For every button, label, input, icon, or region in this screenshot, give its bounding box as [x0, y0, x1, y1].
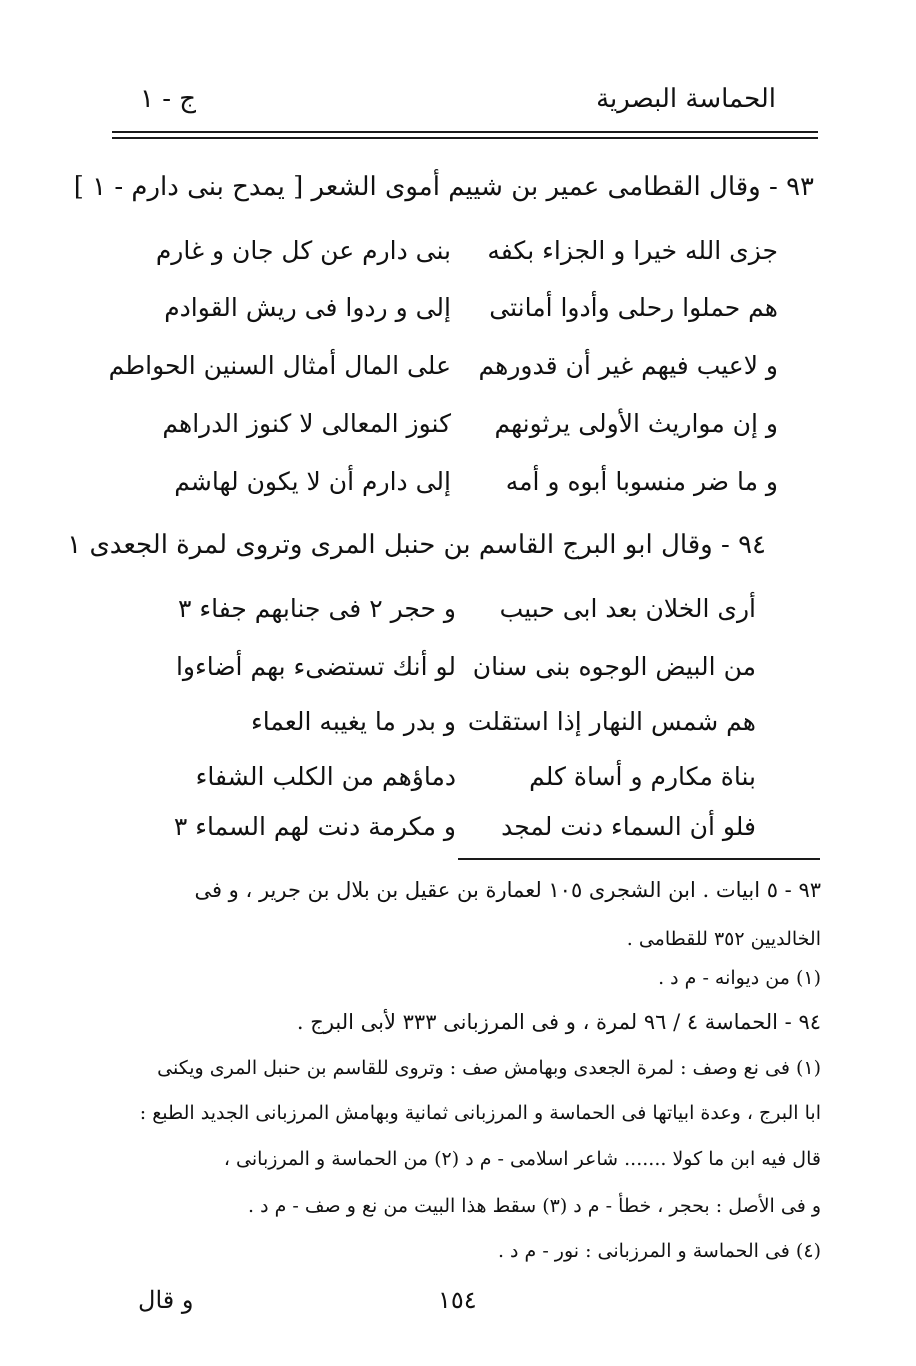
verse-second-hemistich: و حجر ٢ فى جنابهم جفاء ٣	[177, 594, 456, 623]
poem-94-title: ٩٤ - وقال ابو البرج القاسم بن حنبل المرى وتروى لمرة الجعدى ١	[67, 530, 766, 560]
volume-number: ج - ١	[140, 84, 197, 114]
verse-first-hemistich: هم حملوا رحلى وأدوا أمانتى	[489, 293, 778, 322]
footnote-line: (١) فى نع وصف : لمرة الجعدى وبهامش صف : وتروى للقاسم بن حنبل المرى ويكنى	[157, 1057, 821, 1079]
footnote-line: ابا البرج ، وعدة ابياتها فى الحماسة و المرزبانى ثمانية وبهامش المرزبانى الجديد الطبع :	[139, 1102, 821, 1124]
footnote-line: (١) من ديوانه - م د .	[658, 967, 821, 989]
footnote-line: الخالديين ٣٥٢ للقطامى .	[626, 928, 821, 950]
verse-second-hemistich: دماؤهم من الكلب الشفاء	[195, 762, 456, 791]
footnote-line: و فى الأصل : بحجر ، خطأ - م د (٣) سقط هذا البيت من نع و صف - م د .	[248, 1195, 821, 1217]
footnote-line: ٩٣ - ٥ ابيات . ابن الشجرى ١٠٥ لعمارة بن عقيل بن بلال بن جرير ، و فى	[194, 878, 821, 902]
verse-first-hemistich: جزى الله خيرا و الجزاء بكفه	[487, 236, 778, 265]
verse-second-hemistich: و مكرمة دنت لهم السماء ٣	[173, 812, 456, 841]
footnote-line: (٤) فى الحماسة و المرزبانى : نور - م د .	[497, 1240, 821, 1262]
verse-first-hemistich: أرى الخلان بعد ابى حبيب	[499, 594, 756, 623]
verse-second-hemistich: كنوز المعالى لا كنوز الدراهم	[162, 409, 451, 438]
verse-first-hemistich: فلو أن السماء دنت لمجد	[501, 812, 756, 841]
verse-second-hemistich: بنى دارم عن كل جان و غارم	[155, 236, 451, 265]
verse-first-hemistich: بناة مكارم و أساة كلم	[529, 762, 756, 791]
page-number: ١٥٤	[438, 1286, 477, 1314]
verse-second-hemistich: على المال أمثال السنين الحواطم	[108, 351, 451, 380]
verse-second-hemistich: لو أنك تستضىء بهم أضاءوا	[175, 652, 456, 681]
header-rule-top	[112, 131, 818, 133]
verse-second-hemistich: إلى دارم أن لا يكون لهاشم	[174, 467, 451, 496]
footnote-line: قال فيه ابن ما كولا ....... شاعر اسلامى - م د (٢) من الحماسة و المرزبانى ،	[223, 1148, 821, 1170]
catchword: و قال	[138, 1286, 194, 1314]
verse-first-hemistich: من البيض الوجوه بنى سنان	[472, 652, 756, 681]
verse-second-hemistich: و بدر ما يغيبه العماء	[251, 707, 456, 736]
header-rule-bottom	[112, 137, 818, 139]
verse-first-hemistich: و إن مواريث الأولى يرثونهم	[494, 409, 778, 438]
running-title: الحماسة البصرية	[596, 84, 776, 114]
footnote-line: ٩٤ - الحماسة ٤ / ٩٦ لمرة ، و فى المرزبانى ٣٣٣ لأبى البرج .	[296, 1010, 821, 1034]
footnote-separator	[458, 858, 820, 860]
verse-second-hemistich: إلى و ردوا فى ريش القوادم	[164, 293, 451, 322]
verse-first-hemistich: و لاعيب فيهم غير أن قدورهم	[478, 351, 778, 380]
poem-93-title: ٩٣ - وقال القطامى عمير بن شييم أموى الشعر [ يمدح بنى دارم - ١ ]	[73, 172, 814, 202]
verse-first-hemistich: هم شمس النهار إذا استقلت	[467, 707, 756, 736]
verse-first-hemistich: و ما ضر منسوبا أبوه و أمه	[505, 467, 778, 496]
